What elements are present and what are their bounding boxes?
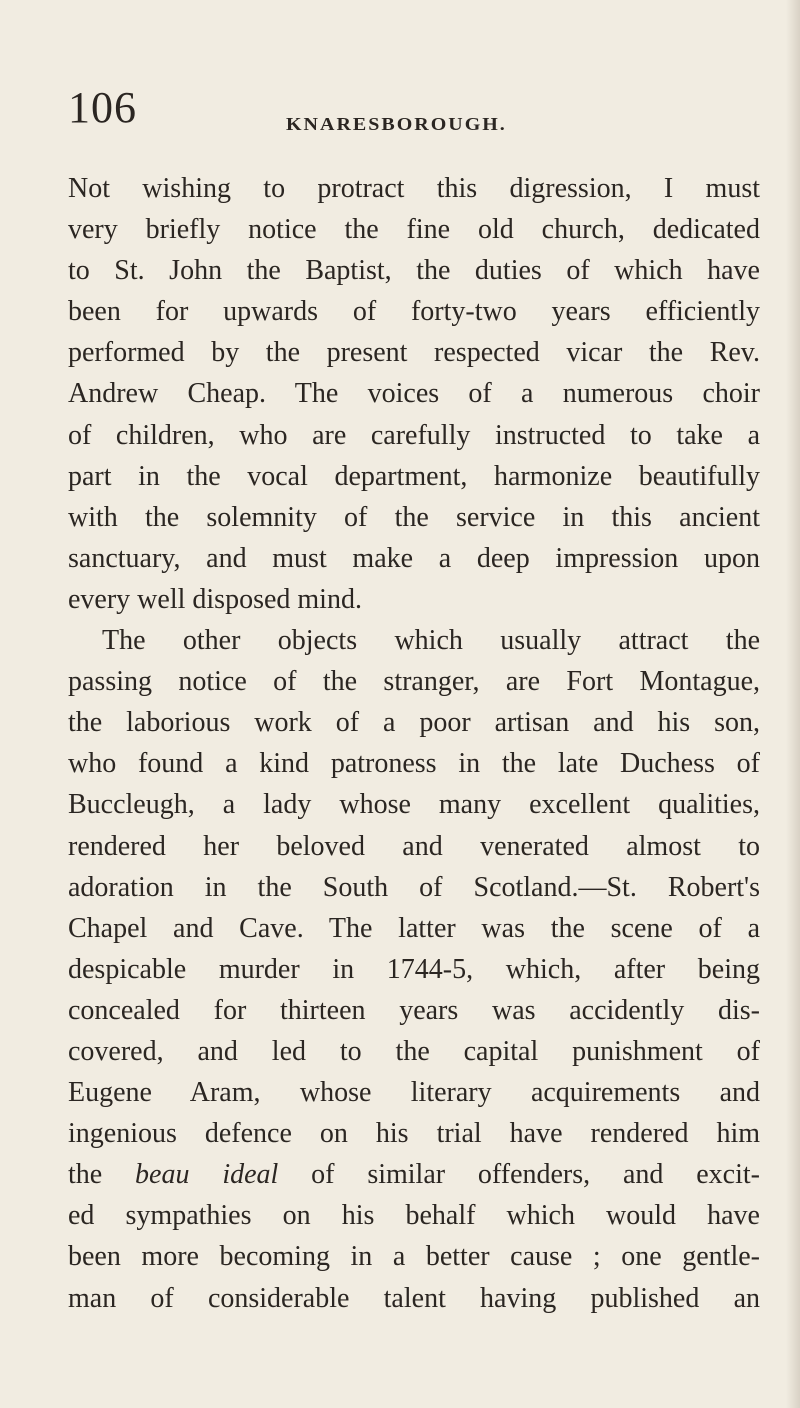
text-line: Buccleugh, a lady whose many excellent qualities, bbox=[68, 789, 760, 821]
text-line: to St. John the Baptist, the duties of which have bbox=[68, 255, 760, 287]
text-line: part in the vocal department, harmonize beautifully bbox=[68, 460, 760, 492]
text-line: passing notice of the stranger, are Fort Montague, bbox=[68, 666, 760, 698]
body-text bbox=[68, 168, 760, 1319]
page-edge-shadow bbox=[786, 0, 800, 1408]
paragraph-start-line: The other objects which usually attract the bbox=[102, 625, 760, 657]
text-line: covered, and led to the capital punishment of bbox=[68, 1035, 760, 1067]
text-line: Not wishing to protract this digression, I must bbox=[68, 173, 760, 204]
text-line: very briefly notice the fine old church, dedicated bbox=[68, 214, 760, 246]
text-line: Eugene Aram, whose literary acquirements and bbox=[68, 1077, 760, 1109]
text-line-with-italic bbox=[68, 1154, 760, 1195]
page-number: 106 bbox=[68, 83, 137, 132]
text-line: sanctuary, and must make a deep impression upon bbox=[68, 542, 760, 574]
text-line: Chapel and Cave. The latter was the scene of a bbox=[68, 912, 760, 944]
text-fragment: of similar offenders, and excit- bbox=[278, 1159, 760, 1191]
text-line: performed by the present respected vicar the Rev. bbox=[68, 337, 760, 369]
text-line: of children, who are carefully instructed to take a bbox=[68, 419, 760, 451]
text-line: despicable murder in 1744-5, which, after being bbox=[68, 953, 760, 985]
text-line: ed sympathies on his behalf which would have bbox=[68, 1200, 760, 1232]
text-line: adoration in the South of Scotland.—St. Robert's bbox=[68, 871, 760, 903]
paragraph-end-line: every well disposed mind. bbox=[68, 583, 362, 615]
text-line: rendered her beloved and venerated almost to bbox=[68, 830, 760, 862]
text-line: who found a kind patroness in the late Duchess of bbox=[68, 748, 760, 780]
text-line: been for upwards of forty-two years efficiently bbox=[68, 296, 760, 328]
text-line: man of considerable talent having published an bbox=[68, 1282, 760, 1314]
text-line: the laborious work of a poor artisan and his son, bbox=[68, 707, 760, 739]
text-line: Andrew Cheap. The voices of a numerous choir bbox=[68, 378, 760, 410]
running-head: KNARESBOROUGH. bbox=[286, 114, 507, 135]
text-line: ingenious defence on his trial have rendered him bbox=[68, 1118, 760, 1150]
text-line: concealed for thirteen years was accidently dis- bbox=[68, 994, 760, 1026]
italic-phrase: beau ideal bbox=[135, 1159, 279, 1191]
text-fragment: the bbox=[68, 1159, 136, 1191]
text-line: with the solemnity of the service in this ancient bbox=[68, 501, 760, 533]
text-line: been more becoming in a better cause ; one gentle- bbox=[68, 1241, 760, 1273]
